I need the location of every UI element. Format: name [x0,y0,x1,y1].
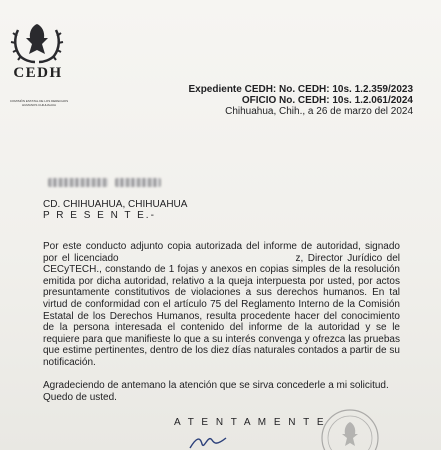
atentamente-label: A T E N T A M E N T E [174,417,326,428]
closing-text: Agradeciendo de antemano la atención que se sirva concederle a mi solicitud. Quedo de usted. [43,380,389,403]
reference-block [188,84,413,117]
redacted-name [48,178,108,187]
recipient-block [43,199,187,221]
official-seal-icon [318,404,382,450]
logo-subtitle: COMISIÓN ESTATAL DE LOS DERECHOS HUMANOS CHIHUAHUA [9,99,69,107]
recipient-city: CD. CHIHUAHUA, CHIHUAHUA [43,199,188,210]
redacted-name [115,178,161,187]
cedh-emblem-icon [8,20,66,66]
body-text-part1: Por este conducto adjunto copia autorizada del informe de autoridad, signado por el licenciado [43,241,400,264]
body-paragraph [43,241,400,369]
body-text-part2: z, Director Jurídico del CECyTECH., constando de 1 fojas y anexos en copias simples de la resolución emitida por dicha autoridad, relativo a la queja interpuesta por usted, por actos presuntamente constitutivos de violaciones a sus derechos humanos. En tal virtud de conformidad con el artículo 75 del Reglamento Interno de la Comisión Estatal de los Derechos Humanos, resulta procedente hacer del conocimiento de la persona interesada el contenido del informe de la autoridad y se le requiere para que manifieste lo que a su interés convenga y ofrezca las pruebas que estime pertinentes, dentro de los diez días naturales contados a partir de su notificación. [43,252,401,368]
signature-icon [188,432,228,450]
logo-text: CEDH [13,65,63,81]
expediente-number: Expediente CEDH: No. CEDH: 10s. 1.2.359/2023 [188,84,413,95]
letter-body [43,241,400,369]
place-date: Chihuahua, Chih., a 26 de marzo del 2024 [225,106,413,117]
oficio-number: OFICIO No. CEDH: 10s. 1.2.061/2024 [241,95,413,106]
presente-line: P R E S E N T E.- [43,210,156,221]
